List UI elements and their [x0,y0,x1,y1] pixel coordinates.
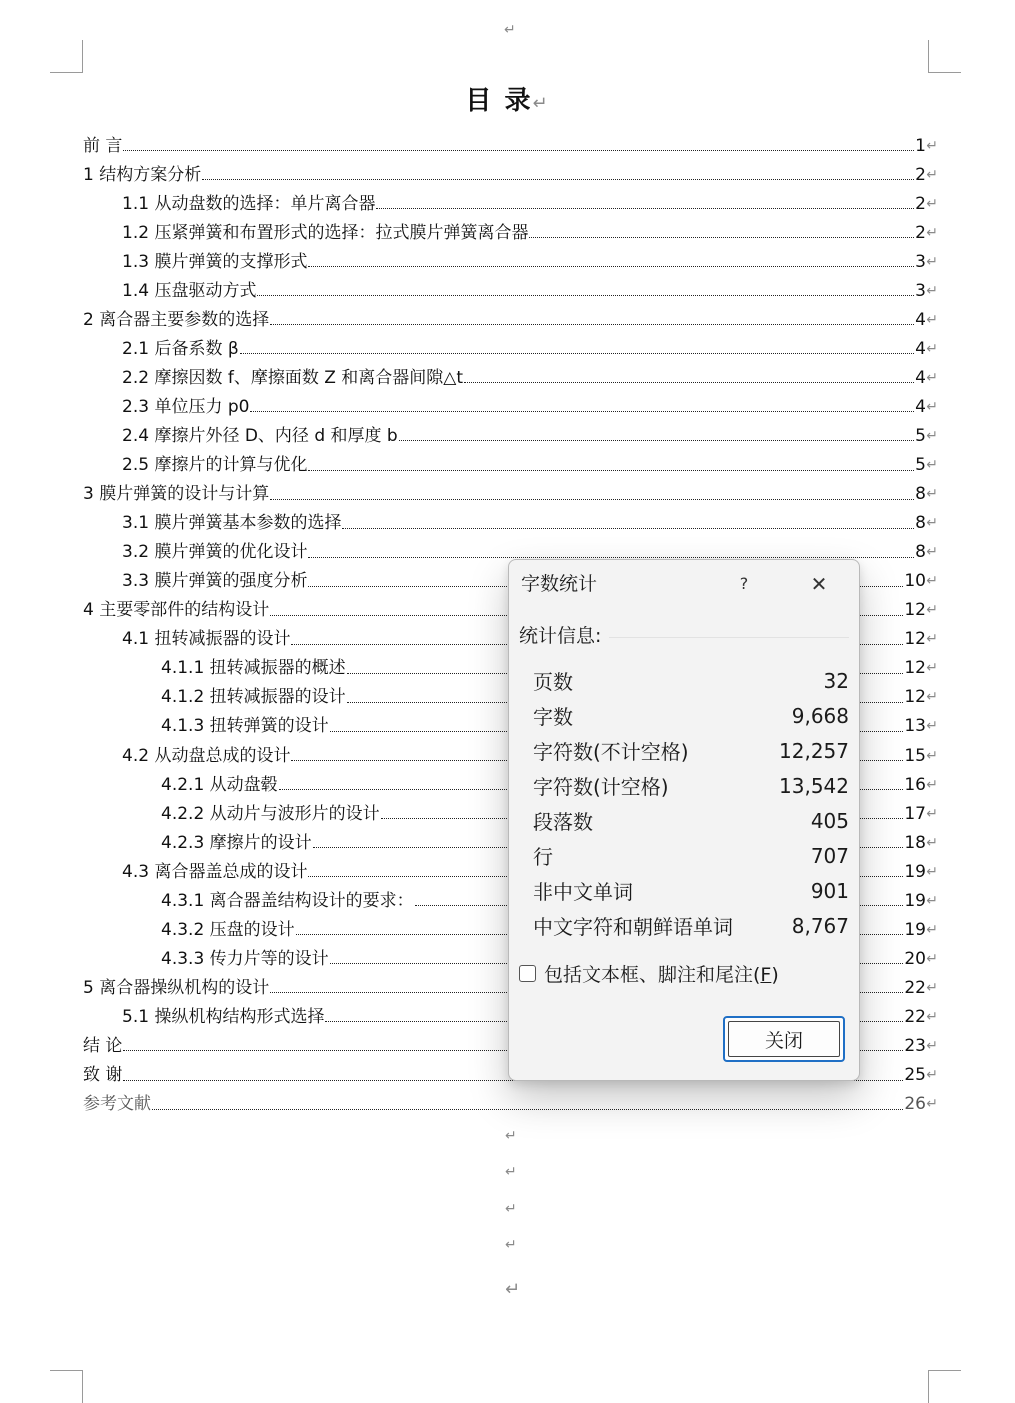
toc-leader-dots [342,528,914,529]
toc-page-number: 5 [915,455,926,476]
toc-entry[interactable] [83,480,938,509]
toc-page-number: 8 [915,542,926,563]
statistic-row [533,908,849,943]
toc-entry-label: 2.5 摩擦片的计算与优化 [122,455,308,476]
paragraph-mark: ↵ [926,950,938,967]
statistic-label: 字数 [533,705,573,729]
toc-page-number: 8 [915,484,926,505]
paragraph-mark: ↵ [926,166,938,183]
paragraph-mark: ↵ [926,195,938,212]
toc-entry[interactable] [83,363,938,392]
statistics-section-label: 统计信息: [519,625,602,647]
statistic-row [533,733,849,768]
toc-entry[interactable] [83,189,938,218]
paragraph-mark: ↵ [926,486,938,503]
paragraph-mark: ↵ [926,921,938,938]
paragraph-mark: ↵ [926,747,938,764]
paragraph-mark: ↵ [505,1279,521,1300]
paragraph-mark: ↵ [926,427,938,444]
toc-leader-dots [376,208,914,209]
dialog-title: 字数统计 [521,573,598,595]
include-textboxes-checkbox[interactable] [519,965,536,982]
toc-page-number: 4 [915,309,926,330]
toc-entry-label: 4.1.3 扭转弹簧的设计 [161,716,329,737]
paragraph-mark: ↵ [926,1096,938,1113]
toc-leader-dots [270,324,914,325]
toc-entry-label: 2.3 单位压力 p0 [122,396,250,417]
toc-entry-label: 4 主要零部件的结构设计 [83,600,270,621]
toc-page-number: 1 [915,135,926,156]
paragraph-mark: ↵ [926,1037,938,1054]
toc-page-number: 3 [915,251,926,272]
toc-page-number: 23 [904,1035,926,1056]
toc-leader-dots [250,411,914,412]
toc-entry[interactable] [83,305,938,334]
toc-page-number: 25 [904,1065,926,1086]
toc-page-number: 5 [915,425,926,446]
statistic-row [533,768,849,803]
toc-entry-label: 1.4 压盘驱动方式 [122,280,257,301]
statistic-value: 13,542 [779,773,849,798]
toc-page-number: 12 [904,687,926,708]
close-icon[interactable]: ✕ [810,572,828,596]
statistic-value: 9,668 [791,703,849,728]
toc-entry[interactable] [83,421,938,450]
toc-entry-label: 5.1 操纵机构结构形式选择 [122,1006,325,1027]
toc-entry-label: 结 论 [83,1035,123,1056]
toc-page-number: 3 [915,280,926,301]
toc-entry-label: 1.2 压紧弹簧和布置形式的选择：拉式膜片弹簧离合器 [122,222,529,243]
statistic-row [533,698,849,733]
toc-leader-dots [308,557,914,558]
toc-entry-label: 4.3.1 离合器盖结构设计的要求： [161,890,414,911]
toc-page-number: 19 [904,861,926,882]
toc-page-number: 22 [904,977,926,998]
paragraph-mark: ↵ [926,340,938,357]
toc-entry[interactable] [83,1090,938,1119]
toc-page-number: 8 [915,513,926,534]
toc-entry-label: 4.3 离合器盖总成的设计 [122,861,308,882]
statistic-label: 非中文单词 [533,880,633,904]
page-corner-bottom-left [50,1370,83,1403]
statistic-value: 12,257 [779,738,849,763]
paragraph-mark: ↵ [926,224,938,241]
section-divider [609,637,849,638]
toc-entry[interactable] [83,509,938,538]
toc-leader-dots [270,499,914,500]
paragraph-mark: ↵ [926,1067,938,1084]
paragraph-mark: ↵ [505,1201,517,1217]
toc-entry-label: 前 言 [83,135,123,156]
paragraph-mark: ↵ [926,515,938,532]
toc-entry-label: 2 离合器主要参数的选择 [83,309,270,330]
toc-entry-label: 4.1 扭转减振器的设计 [122,629,291,650]
toc-entry-label: 致 谢 [83,1065,123,1086]
toc-entry[interactable] [83,276,938,305]
paragraph-mark: ↵ [926,253,938,270]
toc-entry-label: 3.2 膜片弹簧的优化设计 [122,542,308,563]
toc-page-number: 4 [915,338,926,359]
statistic-value: 901 [810,878,849,903]
paragraph-mark: ↵ [926,602,938,619]
page-corner-top-left [50,40,83,73]
toc-entry-label: 1.3 膜片弹簧的支撑形式 [122,251,308,272]
toc-entry-label: 4.2.1 从动盘毂 [161,774,278,795]
toc-entry-label: 2.1 后备系数 β [122,338,239,359]
statistic-label: 行 [533,845,553,869]
statistic-label: 段落数 [533,810,593,834]
statistic-row [533,803,849,838]
paragraph-mark: ↵ [926,979,938,996]
statistic-label: 页数 [533,670,573,694]
toc-leader-dots [308,266,914,267]
toc-entry-label: 4.2.3 摩擦片的设计 [161,832,312,853]
statistic-label: 中文字符和朝鲜语单词 [533,915,733,939]
toc-page-number: 10 [904,571,926,592]
toc-entry-label: 5 离合器操纵机构的设计 [83,977,270,998]
page-corner-top-right [928,40,961,73]
paragraph-mark: ↵ [504,22,516,38]
toc-leader-dots [152,1109,903,1110]
paragraph-mark: ↵ [926,660,938,677]
paragraph-mark: ↵ [926,863,938,880]
statistic-value: 8,767 [791,913,849,938]
toc-entry-label: 1.1 从动盘数的选择：单片离合器 [122,193,376,214]
statistic-label: 字符数(计空格) [533,775,669,799]
toc-entry-label: 参考文献 [83,1094,151,1115]
toc-entry-label: 4.1.1 扭转减振器的概述 [161,658,346,679]
toc-entry[interactable] [83,131,938,160]
statistic-row [533,663,849,698]
toc-leader-dots [257,295,914,296]
toc-leader-dots [529,237,914,238]
toc-entry-label: 3 膜片弹簧的设计与计算 [83,484,270,505]
paragraph-mark: ↵ [505,1237,517,1253]
toc-page-number: 2 [915,193,926,214]
toc-entry-label: 2.2 摩擦因数 f、摩擦面数 Z 和离合器间隙△t [122,367,464,388]
toc-page-number: 12 [904,629,926,650]
toc-leader-dots [399,440,914,441]
toc-page-number: 15 [904,745,926,766]
toc-leader-dots [308,470,914,471]
toc-leader-dots [202,179,914,180]
page-title [0,84,1015,121]
toc-page-number: 22 [904,1006,926,1027]
paragraph-mark: ↵ [926,573,938,590]
toc-entry-label: 3.1 膜片弹簧基本参数的选择 [122,513,342,534]
toc-page-number: 17 [904,803,926,824]
toc-page-number: 19 [904,919,926,940]
paragraph-mark: ↵ [926,398,938,415]
toc-page-number: 20 [904,948,926,969]
toc-page-number: 18 [904,832,926,853]
toc-entry[interactable] [83,160,938,189]
paragraph-mark: ↵ [926,369,938,386]
toc-entry[interactable] [83,392,938,421]
toc-page-number: 26 [904,1094,926,1115]
checkbox-label: 包括文本框、脚注和尾注(F) [544,964,779,986]
statistic-value: 405 [810,808,849,833]
word-count-dialog [508,559,860,1081]
paragraph-mark: ↵ [926,892,938,909]
toc-entry-label: 3.3 膜片弹簧的强度分析 [122,571,308,592]
close-button[interactable]: 关闭 [723,1016,845,1062]
statistic-value: 707 [810,843,849,868]
paragraph-mark: ↵ [926,834,938,851]
paragraph-mark: ↵ [926,137,938,154]
toc-leader-dots [464,382,914,383]
paragraph-mark: ↵ [926,1008,938,1025]
paragraph-mark: ↵ [926,282,938,299]
toc-entry[interactable] [83,218,938,247]
toc-entry[interactable] [83,247,938,276]
toc-entry[interactable] [83,451,938,480]
statistic-value: 32 [823,668,849,693]
paragraph-mark: ↵ [926,631,938,648]
paragraph-mark: ↵ [926,544,938,561]
paragraph-mark: ↵ [926,776,938,793]
toc-page-number: 2 [915,164,926,185]
toc-page-number: 16 [904,774,926,795]
paragraph-mark: ↵ [505,1164,517,1180]
toc-entry-label: 4.3.3 传力片等的设计 [161,948,329,969]
paragraph-mark: ↵ [505,1128,517,1144]
paragraph-mark: ↵ [926,805,938,822]
title-text: 目 录 [465,86,533,116]
statistic-row [533,873,849,908]
page-corner-bottom-right [928,1370,961,1403]
paragraph-mark: ↵ [926,457,938,474]
toc-page-number: 4 [915,396,926,417]
toc-leader-dots [123,150,914,151]
toc-page-number: 12 [904,658,926,679]
paragraph-mark: ↵ [926,718,938,735]
toc-page-number: 12 [904,600,926,621]
toc-page-number: 13 [904,716,926,737]
toc-entry-label: 4.2 从动盘总成的设计 [122,745,291,766]
paragraph-mark: ↵ [926,311,938,328]
toc-entry-label: 1 结构方案分析 [83,164,202,185]
toc-entry[interactable] [83,334,938,363]
toc-entry-label: 4.1.2 扭转减振器的设计 [161,687,346,708]
paragraph-mark: ↵ [926,689,938,706]
statistic-row [533,838,849,873]
paragraph-mark: ↵ [532,93,550,114]
toc-page-number: 2 [915,222,926,243]
toc-entry-label: 4.2.2 从动片与波形片的设计 [161,803,380,824]
help-button[interactable]: ? [739,574,749,593]
toc-page-number: 4 [915,367,926,388]
toc-entry-label: 2.4 摩擦片外径 D、内径 d 和厚度 b [122,425,398,446]
include-textboxes-option[interactable] [519,960,779,987]
toc-entry-label: 4.3.2 压盘的设计 [161,919,295,940]
toc-leader-dots [240,353,914,354]
toc-page-number: 19 [904,890,926,911]
statistic-label: 字符数(不计空格) [533,740,689,764]
